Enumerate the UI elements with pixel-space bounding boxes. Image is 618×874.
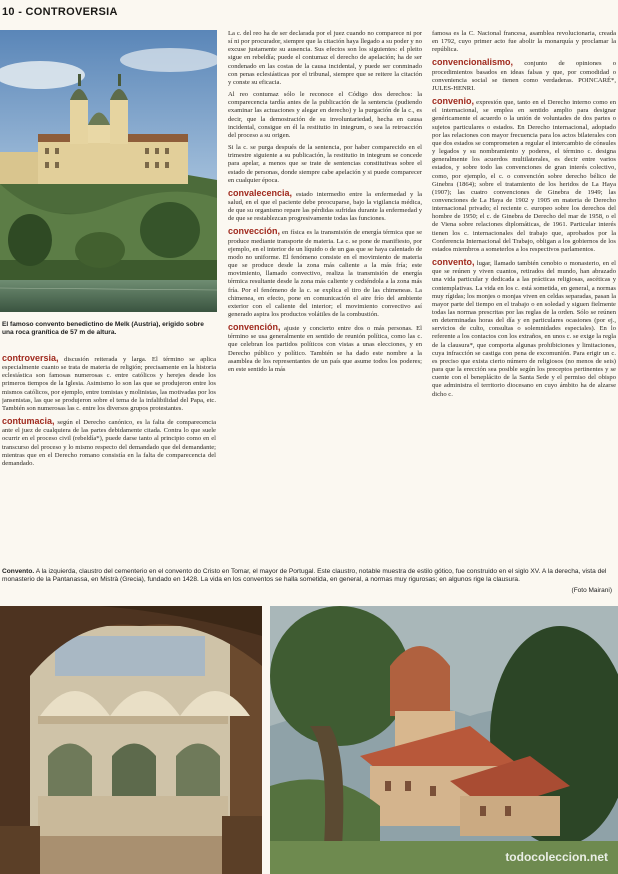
page-header: 10 - CONTROVERSIA	[2, 6, 118, 18]
tomar-cloister-image	[0, 606, 262, 874]
headword-convenio: convenio,	[432, 96, 475, 107]
top-photo-caption: El famoso convento benedictino de Melk (Austria), erigido sobre una roca granítica de 57 m de altura.	[2, 321, 204, 337]
entry-convenio: convenio, expresión que, tanto en el Derecho interno como en el internacional, se emplea en sentido amplio para designar genéricamente el acuerdo o la unión de voluntades de dos partes o sujetos particulares o estados. En Derecho internacional, adoptado por las relaciones con mayor frecuencia para los actos bilaterales con que dos estados se comprometen a regular el intercambio de cónsules y legados y su nombramiento y poderes, el término c. designa generalmente los acuerdos multilaterales, es decir entre varios estados, y sobre todo las convenciones de gran interés colectivo, como, por ejemplo, el c. o convención sobre derecho bélico de Ginebra (1864); sobre el tratamiento de los heridos de La Haya (1907); las cuatro convenciones de Ginebra de 1949; las convenciones de La Haya de 1902 y 1905 en materia de Derecho internacional privado; el reciente c. europeo sobre los derechos del hombre de 1950; el c. de Ginebra de Derecho del mar de 1958, o el de Viena sobre relaciones diplomáticas, de 1961. Particular interés tienen los c. internacionales del trabajo que, aprobados por la Conferencia Internacional del Trabajo, obligan a los gobiernos de los estados miembros a someterlos a los respectivos parlamentos.	[432, 96, 616, 253]
headword-controversia: controversia,	[2, 354, 59, 363]
bottom-caption: Convento. A la izquierda, claustro del cementerio en el convento do Cristo en Tomar, el mayor de Portugal. Este claustro, notable muestra de estilo gótico, fue construido en el siglo XV. A la derecha, vista del monasterio de la Pantanassa, en Mistrà (Grecia), fundado en 1428. La vida en los conventos se halla sometida, en general, a normas muy rigurosas; en algunos rige la clausura.	[2, 568, 607, 584]
photo-credit: (Foto Mairani)	[571, 587, 612, 594]
entry-conveccion: convección, en física es la transmisión de energía térmica que se produce mediante transporte de materia. La c. se pone de manifiesto, por ejemplo, en el interior de un líquido o de un gas que se haya calentado de modo no uniforme. El fenómeno consiste en el movimiento de materia que se produce desde la zona más caliente a la más fría; este movimiento, llamado convectivo, realiza la transmisión de energía térmica resultante desde la zona más caliente y cediéndola a la zona más fría. Por el fenómeno de la c. se explica el tiro de las chimeneas. La chimenea, en efecto, pone en comunicación el aire frío del ambiente exterior con el caliente del interior; el movimiento convectivo así generado aspira los productos volátiles de la combustión.	[228, 226, 422, 318]
contumacia-paragraph-2: Al reo contumaz sólo le reconoce el Código dos derechos: la comparecencia tardía antes de la publicación de la sentencia (pudiendo examinar las actuaciones y alegar en derecho) y la purgación de la c., es decir, que la demostración de su involuntariedad, hecha en causa incidental, consigue en él la restitutio in integrum, o sea la retroacción del proceso a su origen.	[228, 91, 422, 139]
column-2	[228, 30, 422, 560]
column-1	[2, 354, 216, 554]
watermark: todocoleccion.net	[505, 850, 608, 864]
pantanassa-monastery-photo	[270, 606, 618, 874]
headword-convento: convento,	[432, 257, 475, 268]
headword-convencionalismo: convencionalismo,	[432, 57, 514, 68]
entry-controversia: controversia, discusión reiterada y larga. El término se aplica especialmente cuanto se trata de materia de religión; precisamente en la historia eclesiástica son famosas numerosas c. entre católicos y herejes desde los primeros tiempos de la Iglesia. Asimismo lo son las que se produjeron entre los mismos católicos, por ejemplo, entre tomistas y molinistas, las motivadas por los jansenistas, las que se produjeron sobre el tema de la infalibilidad del Papa, etc. También son numerosas las c. entre los diversos grupos protestantes.	[2, 354, 216, 412]
convencion-continuation: famosa es la C. Nacional francesa, asamblea revolucionaria, creada en 1792, cuyo primer acto fue abolir la monarquía y proclamar la república.	[432, 30, 616, 54]
melk-abbey-image	[0, 30, 217, 312]
headword-convalecencia: convalecencia,	[228, 187, 293, 198]
section-title: CONTROVERSIA	[25, 6, 118, 18]
entry-convalecencia: convalecencia, estado intermedio entre la enfermedad y la salud, en el que el paciente debe preocuparse, bajo la vigilancia médica, de que su organismo repare las pérdidas sufridas durante la enfermedad y de que se restablezcan progresivamente todas las funciones.	[228, 187, 422, 223]
contumacia-paragraph-1: La c. del reo ha de ser declarada por el juez cuando no comparece ni por sí ni por procurador, siempre que la citación haya llegado a su poder y no excuse justamente su ausencia. Sus efectos son los siguientes: el pleito sigue en rebeldía; puede el contumaz el derecho de apelación; ha de ser condenado en las costas de la causa incidental, y puede ser conminado con penas eclesiásticas por el tribunal, siempre que se reitere la citación y conste su eficacia.	[228, 30, 422, 86]
caption-label: Convento.	[2, 568, 35, 575]
headword-conveccion: convección,	[228, 226, 281, 237]
headword-contumacia: contumacia,	[2, 416, 55, 427]
column-3	[432, 30, 616, 560]
headword-convencion: convención,	[228, 322, 281, 333]
melk-abbey-photo	[0, 30, 217, 312]
tomar-cloister-photo	[0, 606, 262, 874]
entry-convencionalismo: convencionalismo, conjunto de opiniones o procedimientos basados en ideas falsas y que, por comodidad o conveniencia social se tienen como verdaderas. POINCARÉ*, JULES-HENRI.	[432, 57, 616, 92]
entry-convento: convento, lugar, llamado también cenobio o monasterio, en el que se reúnen y viven cuantos, retirados del mundo, han abrazado una vida particular y dedicada a las prácticas religiosas, ascéticas y contemplativas. La vida en los c. está sometida, en general, a normas muy rígidas; los monjes o monjas viven en celdas separadas, pasan la mayor parte del tiempo en el trabajo o en soledad y siguen fielmente todas las normas prescritas por las reglas de la orden. Sólo se reúnen en determinadas horas del día y en particulares ocasiones (por ej., servicios de culto, consultas o solemnidades especiales). En lo referente a los contactos con los extraños, en unos c. se exige la regla de la clausura*, que comporta algunas prohibiciones y limitaciones, cuya infracción se castiga con pena de excomunión. Para erigir un c. es preciso que exista cierto número de religiosos (no menos de seis) para que la erección sea posible según los preceptos pertinentes y se cuente con el beneplácito de la Santa Sede y el permiso del obispo que administra el territorio diocesano en cuyo ámbito ha de alzarse dicho c.	[432, 257, 616, 398]
entry-convencion: convención, ajuste y concierto entre dos o más personas. El término se usa generalmente en sentido de reunión política, como las c. que celebran los partidos políticos con vistas a unas elecciones, y en Derecho público y político. También se ha dado este nombre a la asamblea de los representantes de un país que asume todos los poderes; en este sentido la más	[228, 322, 422, 373]
entry-contumacia: contumacia, según el Derecho canónico, es la falta de comparecencia ante el juez de cualquiera de las partes debidamente citada. Contra lo que suele ocurrir en el proceso civil (rebeldía*), puede darse tanto al principio como en el transcurso del proceso y lo mismo respecto del demandado que del demandante; mientras que en el Derecho romano consistía en la falta de comparecencia del demandado.	[2, 416, 216, 467]
pantanassa-monastery-image	[270, 606, 618, 874]
contumacia-paragraph-3: Si la c. se purga después de la sentencia, por haber comparecido en el trimestre siguiente a su publicación, la restitutio in integrum se concede para apelar, a menos que se trate de sentencias constitutivas sobre el estado de personas, donde siempre cabe apelación y si puede comparecer en cualquier época.	[228, 144, 422, 184]
page-number: 10	[2, 6, 15, 18]
